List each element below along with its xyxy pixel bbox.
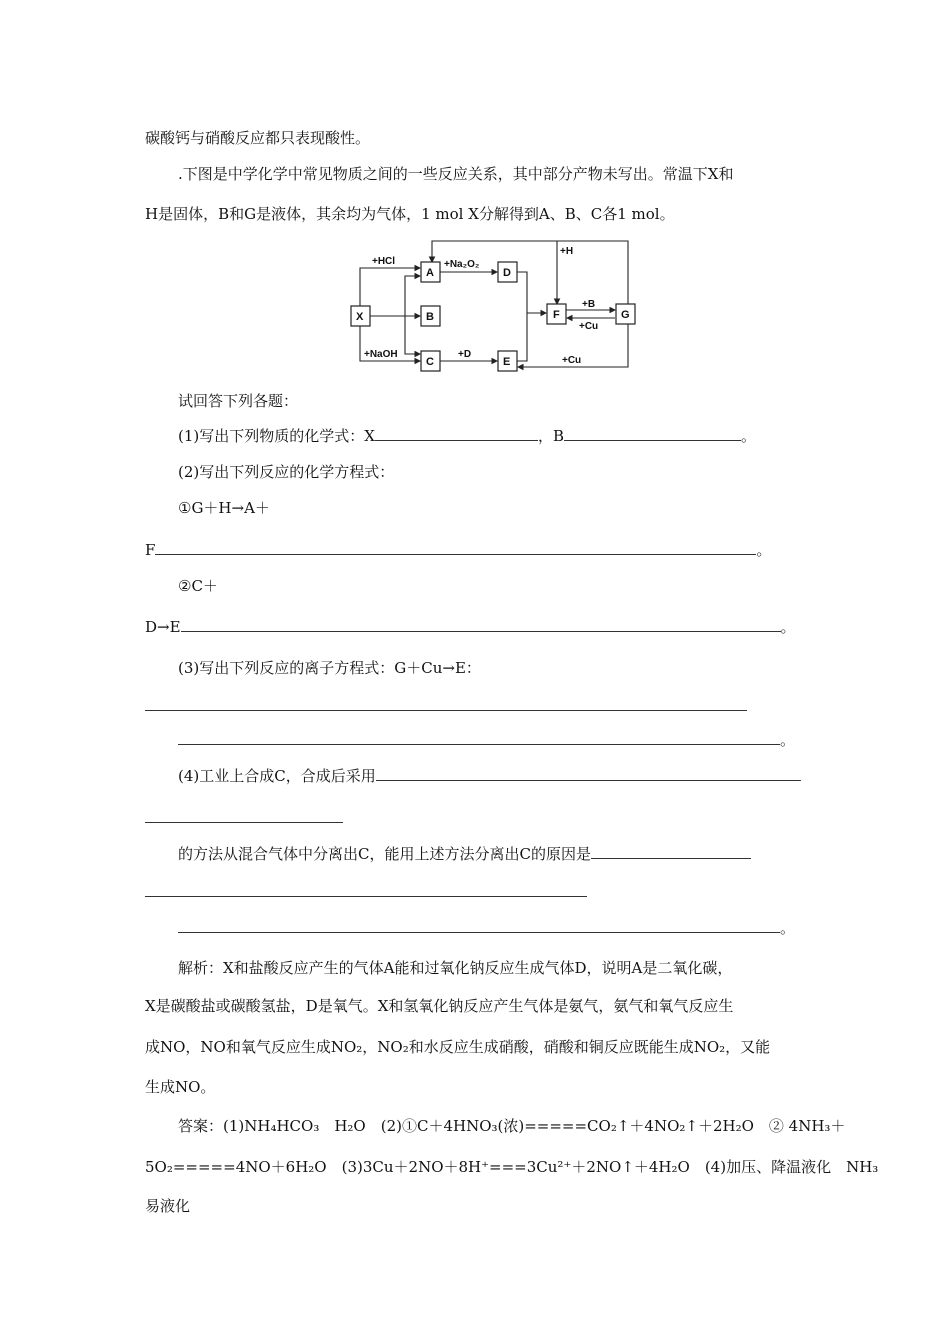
answer-blank-4e[interactable] — [178, 918, 780, 933]
answer-blank-b[interactable] — [564, 426, 741, 441]
answer-line-3: 易液化 — [145, 1197, 191, 1215]
answer-blank-4a[interactable] — [376, 766, 801, 781]
question-2-title: (2)写出下列反应的化学方程式： — [178, 463, 395, 481]
answer-line-1: 答案：(1)NH₄HCO₃ H₂O (2)①C＋4HNO₃(浓)=====CO₂↑＋4NO₂↑＋2H₂O ② 4NH₃＋ — [178, 1117, 846, 1135]
arrow-branch-to-a — [405, 276, 420, 316]
label-naoh: +NaOH — [364, 349, 398, 360]
question-2-1-text: ①G＋H→A＋ — [178, 499, 270, 517]
question-4-line-a — [178, 766, 801, 786]
period: 。 — [756, 541, 772, 559]
node-x: X — [356, 311, 364, 323]
reaction-diagram — [350, 236, 640, 376]
label-hcl: +HCl — [372, 256, 396, 267]
answer-line-2: 5O₂=====4NO＋6H₂O (3)3Cu＋2NO＋8H⁺===3Cu²⁺＋2NO↑＋4H₂O (4)加压、降温液化 NH₃ — [145, 1158, 879, 1176]
label-h: +H — [560, 246, 574, 257]
question-1 — [178, 426, 756, 446]
node-b: B — [426, 311, 434, 323]
question-3-line-b — [178, 730, 795, 750]
analysis-line-1: 解析：X和盐酸反应产生的气体A能和过氧化钠反应生成气体D，说明A是二氧化碳， — [178, 959, 733, 977]
question-text-line-2: H是固体，B和G是液体，其余均为气体，1 mol X分解得到A、B、C各1 mol。 — [145, 205, 675, 223]
answer-blank-3b[interactable] — [178, 730, 780, 745]
answer-line-4b[interactable] — [145, 822, 343, 823]
answer-blank-2-1[interactable] — [155, 540, 756, 555]
period: 。 — [780, 919, 796, 937]
question-4-prefix: (4)工业上合成C，合成后采用 — [178, 767, 376, 785]
question-4-line-e — [178, 918, 795, 938]
label-b: +B — [582, 299, 596, 310]
node-d: D — [503, 267, 511, 279]
arrow-e-to-f — [517, 313, 527, 361]
arrow-x-to-a — [360, 268, 420, 306]
analysis-line-2: X是碳酸盐或碳酸氢盐，D是氧气。X和氢氧化钠反应产生气体是氨气，氨气和氧气反应生 — [145, 997, 734, 1015]
node-f: F — [553, 309, 560, 321]
label-cu-2: +Cu — [562, 355, 582, 366]
answer-line-3a[interactable] — [145, 710, 747, 711]
node-e: E — [503, 356, 511, 368]
question-text-line-1: .下图是中学化学中常见物质之间的一些反应关系，其中部分产物未写出。常温下X和 — [178, 165, 734, 183]
label-d: +D — [458, 349, 472, 360]
intro-tail-text: 碳酸钙与硝酸反应都只表现酸性。 — [145, 129, 371, 147]
arrow-branch-to-c — [405, 316, 420, 354]
question-3-text: (3)写出下列反应的离子方程式：G＋Cu→E： — [178, 659, 481, 677]
arrow-d-to-f — [517, 272, 546, 313]
question-2-1-label: F — [145, 541, 156, 559]
question-1-prefix: (1)写出下列物质的化学式：X — [178, 427, 375, 445]
question-1-end: 。 — [740, 427, 756, 445]
period: 。 — [780, 618, 796, 636]
analysis-line-4: 生成NO。 — [145, 1078, 216, 1096]
answer-blank-2-2[interactable] — [181, 617, 781, 632]
analysis-line-3: 成NO，NO和氧气反应生成NO₂，NO₂和水反应生成硝酸，硝酸和铜反应既能生成NO₂，又能 — [145, 1038, 771, 1056]
label-cu-1: +Cu — [579, 321, 599, 332]
period: 。 — [780, 731, 796, 749]
question-2-2-text: ②C＋ — [178, 577, 218, 595]
question-4-line-c — [178, 844, 751, 864]
question-2-2-label: D→E — [145, 618, 181, 636]
question-2-1-line — [145, 540, 771, 560]
node-a: A — [426, 267, 434, 279]
answer-blank-4c[interactable] — [591, 844, 751, 859]
node-c: C — [426, 356, 434, 368]
question-1-mid: ，B — [537, 427, 564, 445]
question-2-2-line — [145, 617, 796, 637]
answer-blank-x[interactable] — [375, 426, 538, 441]
label-na2o2: +Na₂O₂ — [444, 259, 480, 270]
answer-line-4d[interactable] — [145, 896, 587, 897]
node-g: G — [621, 309, 630, 321]
question-4-reason: 的方法从混合气体中分离出C，能用上述方法分离出C的原因是 — [178, 845, 591, 863]
prompt-text: 试回答下列各题： — [178, 392, 299, 410]
